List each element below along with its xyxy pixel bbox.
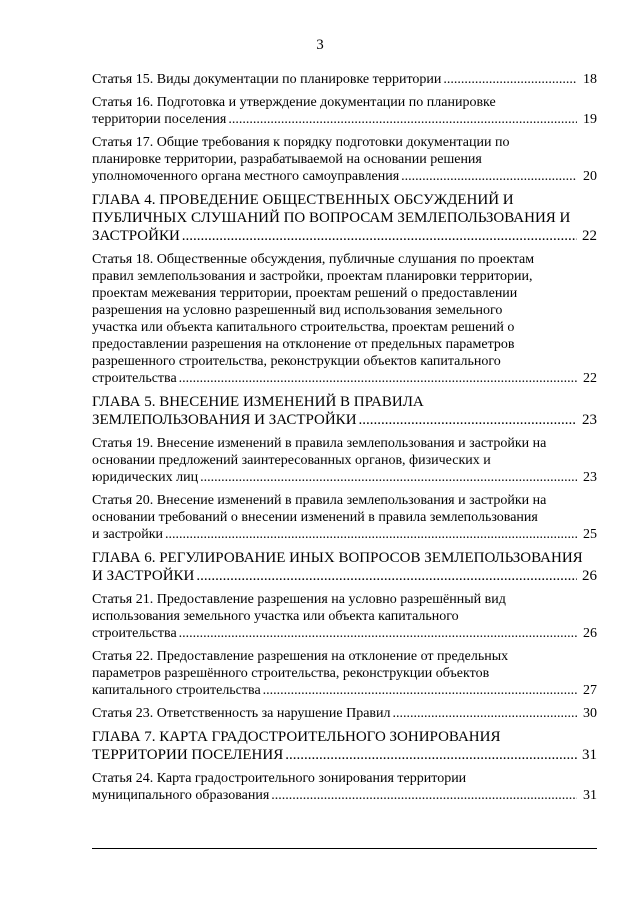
toc-entry-chapter-6[interactable] <box>92 549 597 585</box>
toc-entry-article-19[interactable] <box>92 435 597 486</box>
toc-page-number: 31 <box>583 788 597 803</box>
toc-chapter-line: ГЛАВА 6. РЕГУЛИРОВАНИЕ ИНЫХ ВОПРОСОВ ЗЕМЛЕПОЛЬЗОВАНИЯ <box>92 550 583 566</box>
toc-entry-line: основании требований о внесении изменений в правила землепользования <box>92 510 538 525</box>
toc-chapter-line: ГЛАВА 4. ПРОВЕДЕНИЕ ОБЩЕСТВЕННЫХ ОБСУЖДЕНИЙ И <box>92 192 514 208</box>
dot-leader <box>196 567 577 585</box>
toc-page-number: 30 <box>583 706 597 721</box>
dot-leader <box>179 370 577 387</box>
page-number: 3 <box>316 37 324 53</box>
toc-entry-line: основании предложений заинтересованных органов, физических и <box>92 453 491 468</box>
toc-page-number: 23 <box>582 412 597 428</box>
toc-entry-title: Статья 15. Виды документации по планировке территории <box>92 72 442 87</box>
dot-leader <box>165 526 577 543</box>
toc-entry-article-22[interactable] <box>92 648 597 699</box>
toc-entry-article-24[interactable] <box>92 770 597 804</box>
toc-page-number: 31 <box>582 747 597 763</box>
toc-entry-line: Статья 19. Внесение изменений в правила землепользования и застройки на <box>92 436 547 451</box>
toc-entry-title: и застройки <box>92 527 164 542</box>
toc-entry-title: территории поселения <box>92 112 227 127</box>
toc-entry-line: проектам межевания территории, проектам решений о предоставлении <box>92 286 518 301</box>
toc-entry-line: использования земельного участка или объекта капитального <box>92 609 459 624</box>
toc-entry-line: планировке территории, разрабатываемой на основании решения <box>92 152 482 167</box>
toc-entry-line: Статья 20. Внесение изменений в правила землепользования и застройки на <box>92 493 547 508</box>
toc-page-number: 18 <box>583 72 597 87</box>
toc-entry-line: предоставлении разрешения на отклонение от предельных параметров <box>92 337 515 352</box>
dot-leader <box>182 227 577 245</box>
toc-entry-chapter-5[interactable] <box>92 393 597 429</box>
toc-entry-title: Статья 23. Ответственность за нарушение Правил <box>92 706 391 721</box>
toc-entry-article-21[interactable] <box>92 591 597 642</box>
toc-entry-line: участка или объекта капитального строительства, проектам решений о <box>92 320 515 335</box>
table-of-contents <box>92 71 597 810</box>
toc-entry-line: Статья 24. Карта градостроительного зонирования территории <box>92 771 467 786</box>
toc-entry-line: Статья 22. Предоставление разрешения на отклонение от предельных <box>92 649 509 664</box>
dot-leader <box>285 746 577 764</box>
toc-entry-chapter-4[interactable] <box>92 191 597 245</box>
toc-entry-article-17[interactable] <box>92 134 597 185</box>
dot-leader <box>359 411 577 429</box>
toc-page-number: 23 <box>583 470 597 485</box>
dot-leader <box>179 625 577 642</box>
toc-entry-article-15[interactable] <box>92 71 597 88</box>
toc-entry-article-16[interactable] <box>92 94 597 128</box>
toc-entry-chapter-7[interactable] <box>92 728 597 764</box>
toc-entry-title: капитального строительства <box>92 683 261 698</box>
toc-chapter-line: ПУБЛИЧНЫХ СЛУШАНИЙ ПО ВОПРОСАМ ЗЕМЛЕПОЛЬЗОВАНИЯ И <box>92 210 571 226</box>
toc-page-number: 25 <box>583 527 597 542</box>
toc-entry-line: Статья 16. Подготовка и утверждение документации по планировке <box>92 95 496 110</box>
dot-leader <box>263 682 577 699</box>
toc-entry-line: параметров разрешённого строительства, реконструкции объектов <box>92 666 490 681</box>
dot-leader <box>228 111 577 128</box>
toc-entry-line: разрешенного строительства, реконструкции объектов капитального <box>92 354 501 369</box>
toc-chapter-line: ГЛАВА 7. КАРТА ГРАДОСТРОИТЕЛЬНОГО ЗОНИРОВАНИЯ <box>92 729 501 745</box>
footer-divider <box>92 848 597 849</box>
toc-page-number: 22 <box>583 371 597 386</box>
toc-entry-article-20[interactable] <box>92 492 597 543</box>
toc-chapter-title: ЗАСТРОЙКИ <box>92 228 180 244</box>
toc-entry-title: юридических лиц <box>92 470 199 485</box>
toc-entry-title: строительства <box>92 626 177 641</box>
toc-page-number: 22 <box>582 228 597 244</box>
toc-entry-title: муниципального образования <box>92 788 270 803</box>
toc-page-number: 19 <box>583 112 597 127</box>
toc-page-number: 27 <box>583 683 597 698</box>
toc-entry-line: Статья 17. Общие требования к порядку подготовки документации по <box>92 135 510 150</box>
dot-leader <box>200 469 577 486</box>
toc-chapter-line: ГЛАВА 5. ВНЕСЕНИЕ ИЗМЕНЕНИЙ В ПРАВИЛА <box>92 394 424 410</box>
dot-leader <box>443 71 577 88</box>
toc-entry-line: Статья 21. Предоставление разрешения на условно разрешённый вид <box>92 592 506 607</box>
toc-page-number: 20 <box>583 169 597 184</box>
toc-chapter-title: ЗЕМЛЕПОЛЬЗОВАНИЯ И ЗАСТРОЙКИ <box>92 412 357 428</box>
toc-page-number: 26 <box>582 568 597 584</box>
toc-chapter-title: И ЗАСТРОЙКИ <box>92 568 195 584</box>
dot-leader <box>401 168 577 185</box>
dot-leader <box>271 787 577 804</box>
toc-chapter-title: ТЕРРИТОРИИ ПОСЕЛЕНИЯ <box>92 747 284 763</box>
toc-page-number: 26 <box>583 626 597 641</box>
toc-entry-title: уполномоченного органа местного самоуправления <box>92 169 400 184</box>
toc-entry-article-18[interactable] <box>92 251 597 387</box>
toc-entry-title: строительства <box>92 371 177 386</box>
toc-entry-line: Статья 18. Общественные обсуждения, публичные слушания по проектам <box>92 252 535 267</box>
dot-leader <box>393 705 578 722</box>
toc-entry-line: разрешения на условно разрешенный вид использования земельного <box>92 303 503 318</box>
toc-entry-article-23[interactable] <box>92 705 597 722</box>
toc-entry-line: правил землепользования и застройки, проектам планировки территории, <box>92 269 533 284</box>
